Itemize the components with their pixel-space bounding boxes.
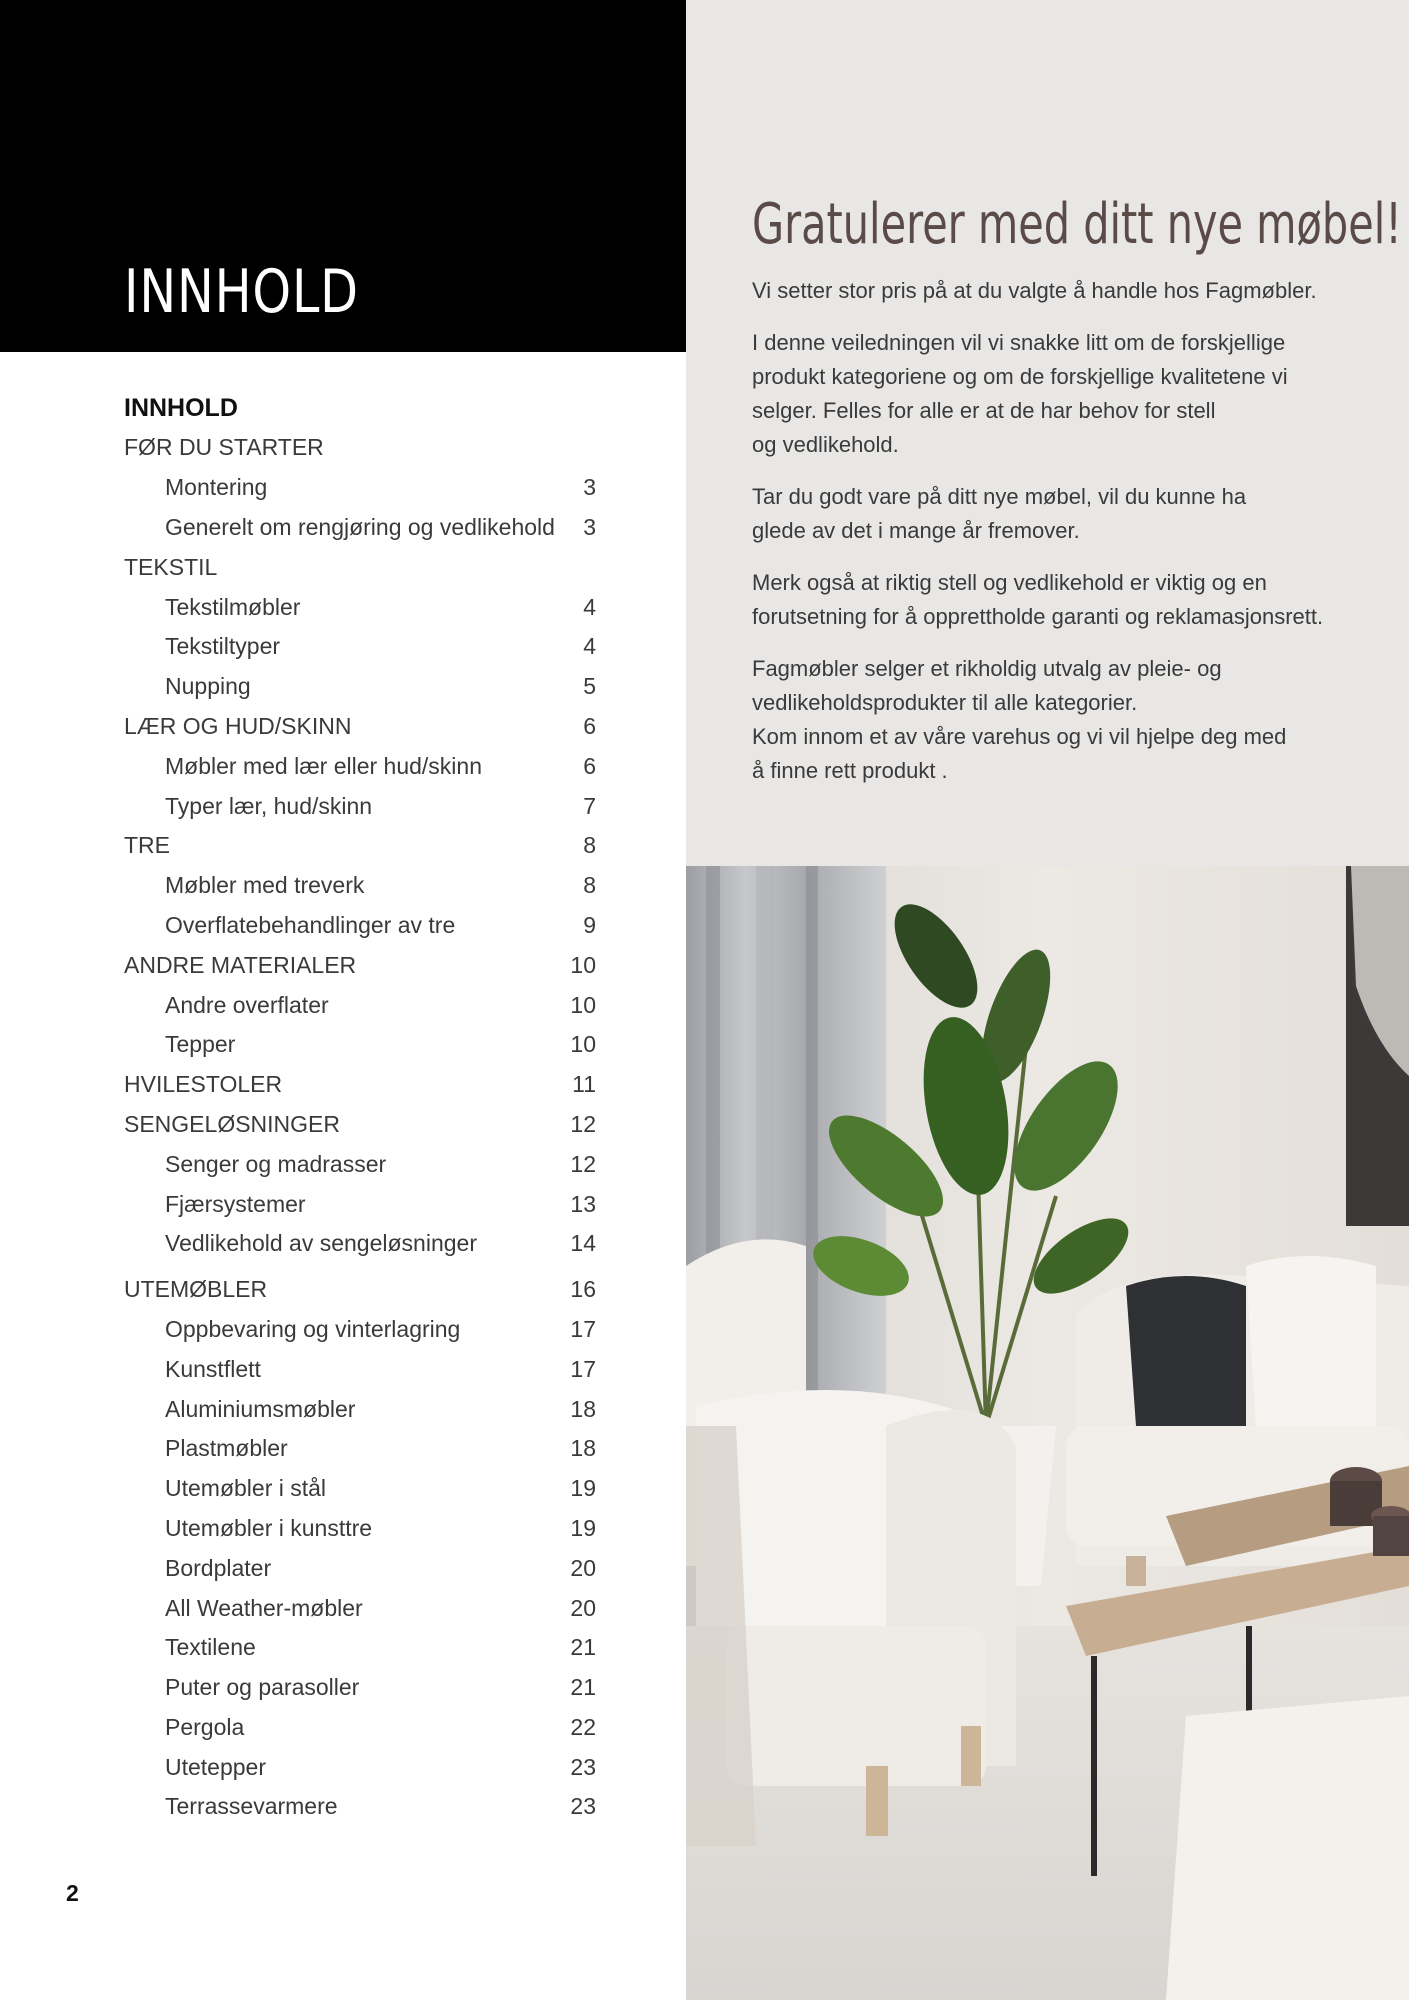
toc-entry-label: SENGELØSNINGER: [124, 1110, 340, 1137]
toc-entry-page: 12: [570, 1150, 596, 1177]
toc-entry-page: 18: [570, 1435, 596, 1462]
intro-paragraph: Fagmøbler selger et rikholdig utvalg av pleie- og vedlikeholdsprodukter til alle kategorier. Kom innom et av våre varehus og vi vil hjelpe deg med å finne rett produkt .: [752, 656, 1287, 783]
toc-section: [124, 945, 596, 985]
toc-entry-page: 6: [583, 752, 596, 779]
toc-subentry: [124, 1144, 596, 1184]
toc-entry-page: 10: [570, 1031, 596, 1058]
toc-entry-page: 8: [583, 872, 596, 899]
toc-entry-page: 21: [570, 1674, 596, 1701]
intro-paragraph: Vi setter stor pris på at du valgte å handle hos Fagmøbler.: [752, 278, 1317, 303]
page-title: INNHOLD: [124, 257, 359, 327]
toc-entry-label: Aluminiumsmøbler: [165, 1395, 356, 1422]
toc-subentry: [124, 1184, 596, 1224]
toc-heading: INNHOLD: [124, 394, 238, 422]
toc-entry-page: 14: [570, 1230, 596, 1257]
toc-entry-page: 10: [570, 951, 596, 978]
toc-subentry: [124, 1509, 596, 1549]
toc-list: [124, 428, 596, 1827]
toc-subentry: [124, 1628, 596, 1668]
toc-subentry: [124, 667, 596, 707]
toc-entry-page: 19: [570, 1475, 596, 1502]
intro-body: [752, 274, 1392, 806]
toc-entry-label: HVILESTOLER: [124, 1071, 283, 1098]
toc-entry-label: Tekstilmøbler: [165, 593, 301, 620]
intro-title: Gratulerer med ditt nye møbel!: [752, 192, 1402, 257]
toc-entry-label: Tepper: [165, 1031, 236, 1058]
toc-entry-page: 11: [572, 1071, 596, 1098]
toc-entry-label: Møbler med lær eller hud/skinn: [165, 752, 483, 779]
toc-entry-label: Utemøbler i stål: [165, 1475, 327, 1502]
toc-entry-label: Overflatebehandlinger av tre: [165, 911, 456, 938]
living-room-illustration: [686, 866, 1409, 2000]
toc-subentry: [124, 1548, 596, 1588]
toc-section: [124, 1270, 596, 1310]
toc-entry-label: Puter og parasoller: [165, 1674, 360, 1701]
toc-entry-label: Plastmøbler: [165, 1435, 288, 1462]
intro-paragraph: Merk også at riktig stell og vedlikehold er viktig og en forutsetning for å opprettholde garanti og reklamasjonsrett.: [752, 570, 1324, 629]
toc-entry-label: FØR DU STARTER: [124, 434, 324, 461]
toc-entry-label: Textilene: [165, 1634, 256, 1661]
toc-entry-page: 3: [583, 474, 596, 501]
toc-entry-label: Utetepper: [165, 1753, 267, 1780]
toc-entry-label: Fjærsystemer: [165, 1190, 306, 1217]
toc-entry-label: LÆR OG HUD/SKINN: [124, 712, 352, 739]
toc-entry-label: Generelt om rengjøring og vedlikehold: [165, 513, 555, 540]
toc-entry-label: Pergola: [165, 1713, 245, 1740]
toc-entry-label: Andre overflater: [165, 991, 329, 1018]
toc-entry-page: 19: [570, 1514, 596, 1541]
toc-entry-label: Vedlikehold av sengeløsninger: [165, 1230, 477, 1257]
table-of-contents: [124, 388, 596, 1827]
light-cushion: [1246, 1256, 1376, 1426]
toc-entry-label: Senger og madrasser: [165, 1150, 387, 1177]
toc-subentry: [124, 1588, 596, 1628]
toc-subentry: [124, 627, 596, 667]
toc-subentry: [124, 866, 596, 906]
toc-subentry: [124, 1429, 596, 1469]
toc-entry-page: 5: [583, 673, 596, 700]
toc-entry-label: TRE: [124, 832, 170, 859]
toc-entry-page: 4: [583, 593, 596, 620]
intro-panel: [686, 0, 1409, 866]
toc-entry-page: 20: [570, 1554, 596, 1581]
page-number: 2: [66, 1880, 79, 1906]
toc-subentry: [124, 1469, 596, 1509]
toc-entry-page: 4: [583, 633, 596, 660]
toc-subentry: [124, 1747, 596, 1787]
toc-entry-page: 3: [583, 513, 596, 540]
toc-subentry: [124, 786, 596, 826]
toc-entry-page: 20: [570, 1594, 596, 1621]
toc-entry-page: 23: [570, 1793, 596, 1820]
toc-subentry: [124, 1224, 596, 1264]
toc-subentry: [124, 468, 596, 508]
toc-entry-label: Montering: [165, 474, 268, 501]
toc-entry-page: 7: [583, 792, 596, 819]
toc-entry-page: 18: [570, 1395, 596, 1422]
toc-subentry: [124, 587, 596, 627]
toc-section: [124, 1105, 596, 1145]
toc-entry-label: UTEMØBLER: [124, 1276, 268, 1303]
toc-entry-page: 6: [583, 712, 596, 739]
toc-entry-label: Møbler med treverk: [165, 872, 365, 899]
intro-paragraph: Tar du godt vare på ditt nye møbel, vil du kunne ha glede av det i mange år fremover.: [752, 484, 1247, 543]
toc-subentry: [124, 508, 596, 548]
toc-subentry: [124, 746, 596, 786]
toc-entry-page: 23: [570, 1753, 596, 1780]
ottoman: [1166, 1696, 1409, 2000]
toc-subentry: [124, 985, 596, 1025]
toc-subentry: [124, 1708, 596, 1748]
toc-subentry: [124, 1668, 596, 1708]
intro-paragraph: I denne veiledningen vil vi snakke litt om de forskjellige produkt kategoriene og om de forskjellige kvalitetene vi selger. Felles for alle er at de har behov for stell og vedlikehold.: [752, 330, 1288, 457]
toc-entry-page: 8: [583, 832, 596, 859]
toc-entry-page: 13: [570, 1190, 596, 1217]
toc-subentry: [124, 1310, 596, 1350]
toc-section: [124, 707, 596, 747]
toc-entry-page: 22: [570, 1713, 596, 1740]
toc-entry-page: 16: [570, 1276, 596, 1303]
toc-subentry: [124, 1389, 596, 1429]
title-block: [0, 0, 686, 352]
toc-entry-page: 17: [570, 1355, 596, 1382]
living-room-photo: [686, 866, 1409, 2000]
toc-entry-page: 17: [570, 1315, 596, 1342]
toc-section: [124, 547, 596, 587]
toc-entry-page: 9: [583, 911, 596, 938]
toc-entry-label: Tekstiltyper: [165, 633, 281, 660]
toc-subentry: [124, 1349, 596, 1389]
toc-entry-label: All Weather-møbler: [165, 1594, 363, 1621]
toc-entry-label: Terrassevarmere: [165, 1793, 338, 1820]
toc-entry-label: TEKSTIL: [124, 553, 218, 580]
toc-section: [124, 826, 596, 866]
toc-subentry: [124, 1025, 596, 1065]
toc-entry-label: Bordplater: [165, 1554, 272, 1581]
dark-cushion: [1126, 1276, 1246, 1426]
toc-subentry: [124, 906, 596, 946]
toc-entry-label: Kunstflett: [165, 1355, 261, 1382]
toc-section: [124, 1065, 596, 1105]
toc-entry-label: ANDRE MATERIALER: [124, 951, 357, 978]
toc-entry-label: Utemøbler i kunsttre: [165, 1514, 373, 1541]
toc-entry-page: 12: [570, 1110, 596, 1137]
toc-section: [124, 428, 596, 468]
toc-entry-label: Nupping: [165, 673, 251, 700]
toc-entry-label: Typer lær, hud/skinn: [165, 792, 373, 819]
toc-entry-page: 21: [570, 1634, 596, 1661]
toc-subentry: [124, 1787, 596, 1827]
toc-entry-page: 10: [570, 991, 596, 1018]
toc-entry-label: Oppbevaring og vinterlagring: [165, 1315, 461, 1342]
